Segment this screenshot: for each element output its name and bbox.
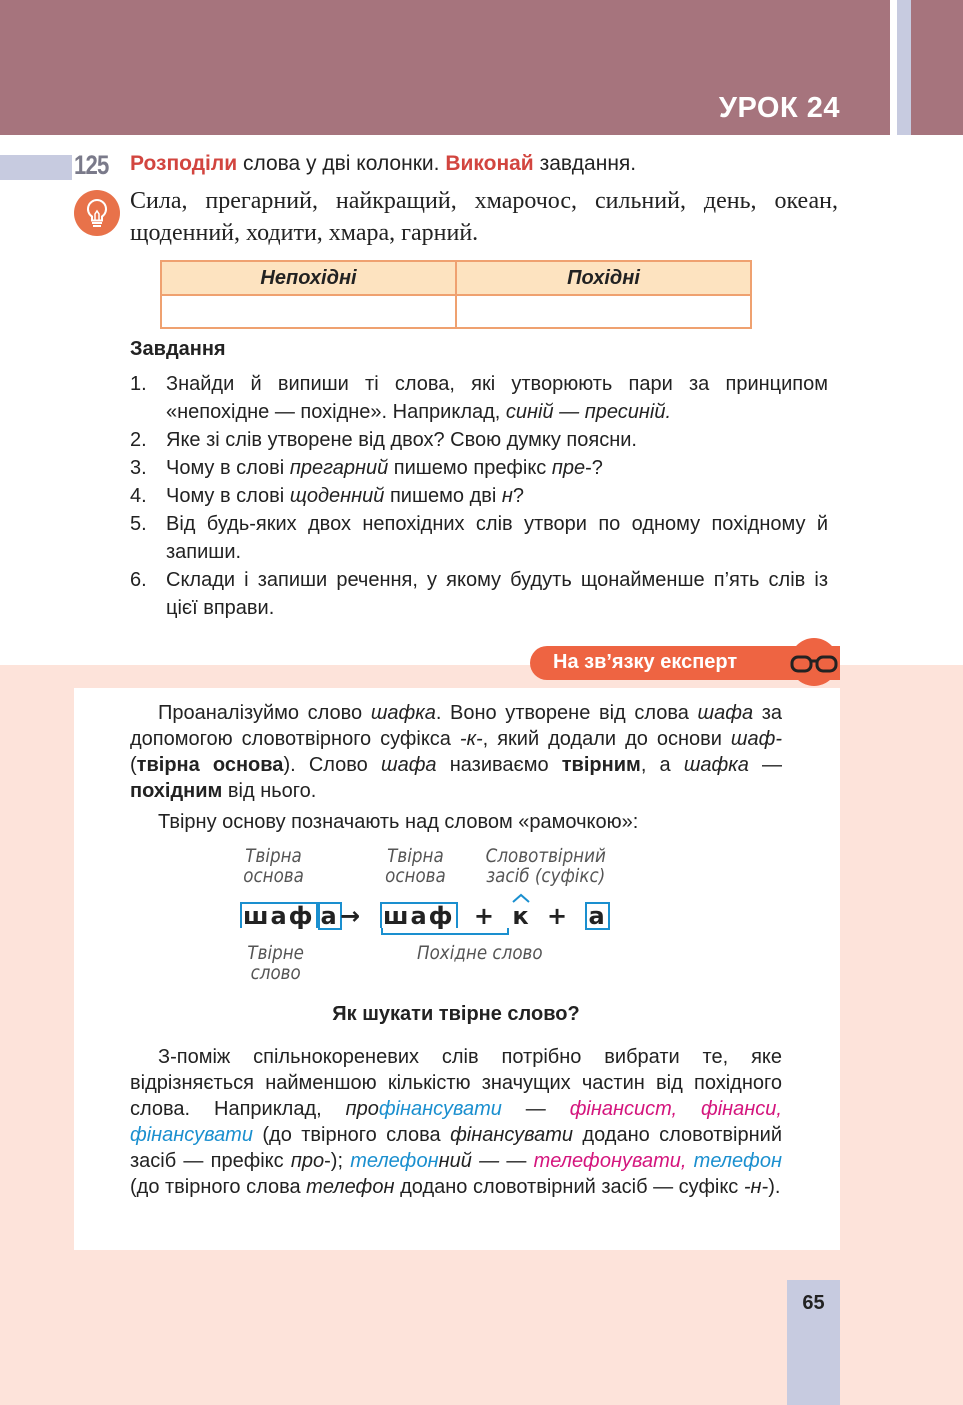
expert-paragraph-2: Твірну основу позначають над словом «рамочкою»:	[158, 811, 639, 833]
section-subheading: Як шукати твірне слово?	[332, 1003, 580, 1025]
header-stripe	[897, 0, 911, 135]
task-item: 6. Склади і запиши речення, у якому будуть щонайменше п’ять слів із цієї вправи.	[130, 569, 828, 619]
header-stripe-right	[911, 0, 963, 135]
expert-label: На зв’язку експерт	[553, 651, 738, 673]
label-means: Словотвірний засіб (суфікс)	[485, 845, 606, 887]
expert-paragraph-3: З-поміж спільнокореневих слів потрібно вибрати те, яке відрізняється найменшою кількістю значущих частин від похідного слова. Наприклад, профінансувати — фінансист, фінанси, фінансувати (до твірного слова фінансувати додано словотвірний засіб — префікс про-); телефонний — — телефонувати, телефон (до твірного слова телефон додано словотвірний засіб — суфікс -н-).	[130, 1046, 783, 1198]
exercise-number: 125	[74, 150, 109, 180]
task-list	[130, 370, 828, 622]
ending-frame-2: а	[585, 902, 609, 930]
label-source-word: Твірне слово	[247, 942, 304, 984]
exercise-instruction: Розподіли слова у дві колонки. Виконай завдання.	[130, 152, 637, 175]
col-header-nonderived: Непохідні	[161, 261, 456, 295]
task-item: 5. Від будь-яких двох непохідних слів утвори по одному похідному й запиши.	[130, 513, 828, 563]
sort-table	[160, 260, 752, 329]
word-list: Сила, прегарний, найкращий, хмарочос, сильний, день, океан, щоденний, ходити, хмара, гарний.	[130, 188, 838, 246]
label-base-1: Твірна основа	[243, 845, 304, 887]
glasses-icon	[790, 638, 838, 686]
stem-frame: шаф	[240, 902, 318, 928]
expert-icon-circle	[790, 638, 838, 686]
task-item: 2. Яке зі слів утворене від двох? Свою думку поясни.	[130, 429, 637, 451]
label-derived-word: Похідне слово	[417, 942, 543, 964]
stem-frame-2: шаф	[380, 902, 458, 928]
expert-paragraph-1: Проаналізуймо слово шафка. Воно утворене від слова шафа за допомогою словотвірного суфікса -к-, який додали до основи шаф- (твірна основа). Слово шафа називаємо твірним, а шафка — похідним від нього.	[130, 702, 782, 802]
task-item: 1. Знайди й випиши ті слова, які утворюють пари за принципом «непохідне — похідне». Наприклад, синій — пресиній.	[130, 373, 828, 423]
lesson-title: УРОК 24	[718, 92, 840, 124]
page-number: 65	[802, 1292, 825, 1314]
derived-underline	[381, 928, 509, 936]
source-word	[240, 902, 342, 930]
col-cell-nonderived[interactable]	[161, 295, 456, 328]
col-cell-derived[interactable]	[456, 295, 751, 328]
task-item: 4. Чому в слові щоденний пишемо дві н?	[130, 485, 524, 507]
col-header-derived: Похідні	[456, 261, 751, 295]
lightbulb-icon	[74, 190, 120, 236]
label-base-2: Твірна основа	[385, 845, 446, 887]
suffix-mark: к	[512, 902, 530, 930]
tasks-heading: Завдання	[130, 338, 226, 360]
derived-breakdown: шаф + к + а	[380, 902, 610, 930]
exercise-number-bar	[0, 155, 72, 180]
ending-frame: а	[318, 902, 342, 930]
arrow-icon: →	[340, 902, 361, 930]
task-item: 3. Чому в слові прегарний пишемо префікс пре-?	[130, 457, 603, 479]
